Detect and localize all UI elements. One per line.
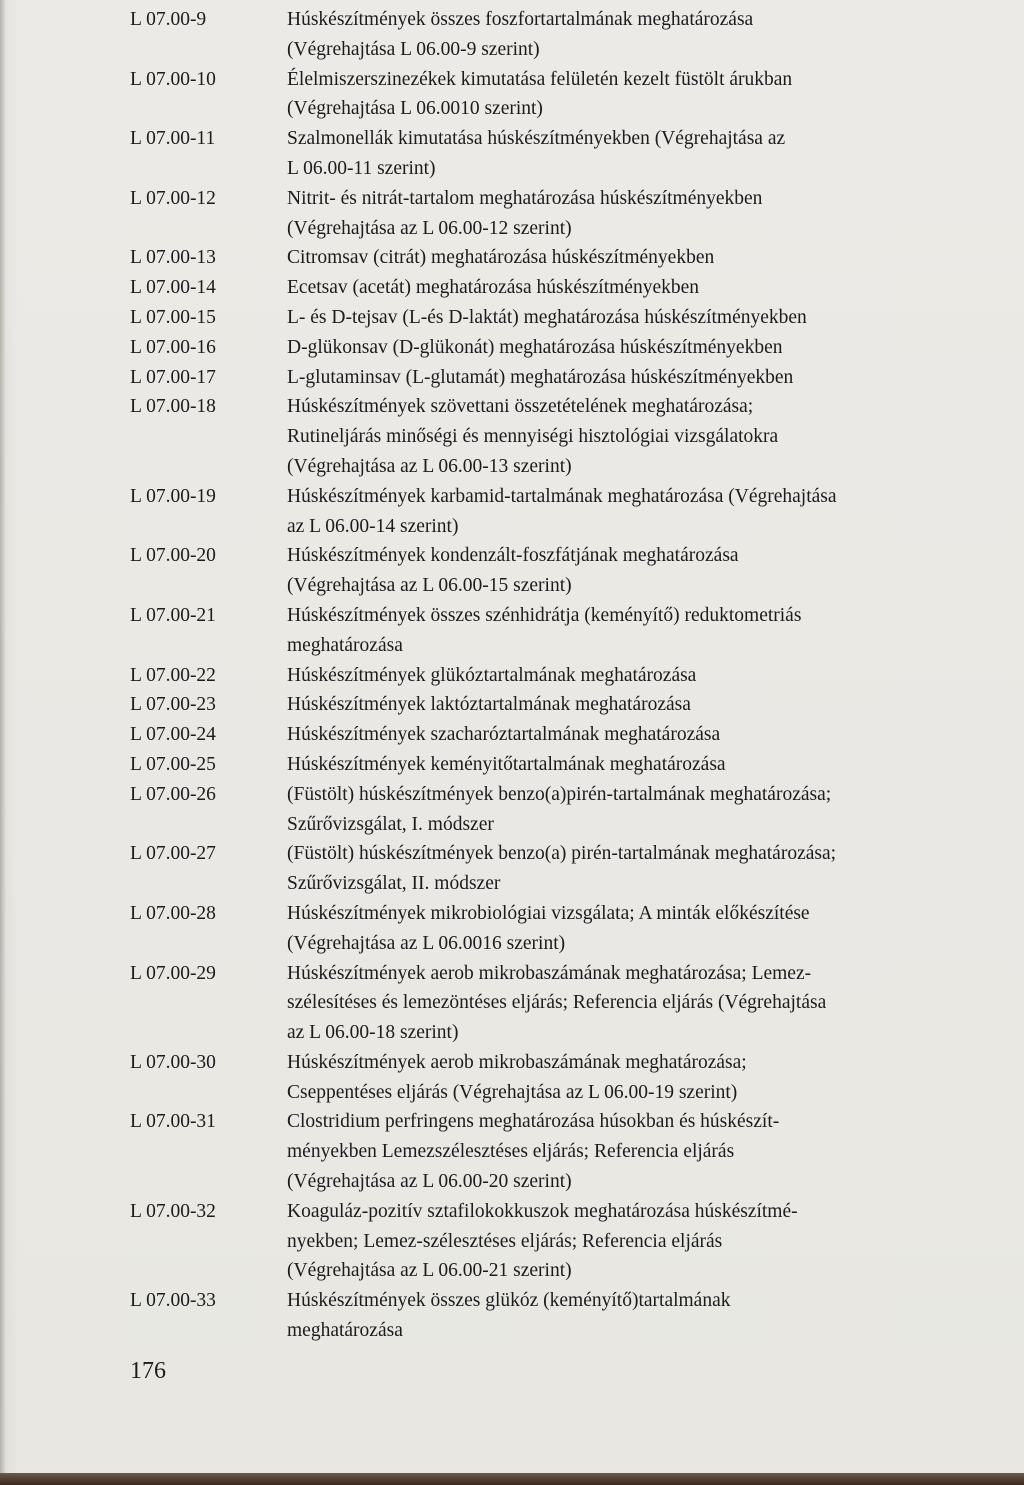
standard-code: L 07.00-33 — [130, 1290, 216, 1312]
list-item — [0, 720, 1024, 750]
title-line: ményekben Lemezszélesztéses eljárás; Referencia eljárás — [287, 1141, 735, 1163]
title-line: L-glutaminsav (L-glutamát) meghatározása húskészítményekben — [287, 366, 794, 388]
standard-title — [287, 303, 987, 333]
title-line: Húskészítmények mikrobiológiai vizsgálata; A minták előkészítése — [287, 902, 810, 924]
standard-title — [287, 780, 987, 840]
title-line: Húskészítmények keményitőtartalmának meghatározása — [287, 753, 726, 775]
standard-title — [287, 541, 987, 601]
list-item — [0, 690, 1024, 720]
title-line: meghatározása — [287, 634, 403, 656]
standard-title — [287, 184, 987, 244]
standard-title — [287, 243, 987, 273]
title-line: szélesítéses és lemezöntéses eljárás; Referencia eljárás (Végrehajtása — [287, 992, 827, 1014]
title-line: Húskészítmények karbamid-tartalmának meghatározása (Végrehajtása — [287, 485, 837, 507]
title-line: (Füstölt) húskészítmények benzo(a)pirén-tartalmának meghatározása; — [287, 783, 832, 805]
title-line: Koaguláz-pozitív sztafilokokkuszok meghatározása húskészítmé- — [287, 1200, 798, 1222]
title-line: (Végrehajtása az L 06.00-15 szerint) — [287, 575, 572, 597]
title-line: Húskészítmények aerob mikrobaszámának meghatározása; — [287, 1051, 747, 1073]
standard-title — [287, 959, 987, 1048]
standard-code: L 07.00-13 — [130, 247, 216, 269]
standards-list — [0, 5, 1024, 1346]
list-item — [0, 333, 1024, 363]
standard-title — [287, 482, 987, 542]
title-line: Cseppentéses eljárás (Végrehajtása az L 06.00-19 szerint) — [287, 1081, 738, 1103]
title-line: Szalmonellák kimutatása húskészítményekben (Végrehajtása az — [287, 128, 786, 150]
title-line: nyekben; Lemez-szélesztéses eljárás; Referencia eljárás — [287, 1230, 723, 1252]
standard-code: L 07.00-15 — [130, 306, 216, 328]
standard-code: L 07.00-29 — [130, 962, 216, 984]
title-line: Húskészítmények összes szénhidrátja (keményítő) reduktometriás — [287, 604, 802, 626]
title-line: Szűrővizsgálat, I. módszer — [287, 813, 494, 835]
list-item — [0, 839, 1024, 899]
list-item — [0, 65, 1024, 125]
title-line: L- és D-tejsav (L-és D-laktát) meghatározása húskészítményekben — [287, 306, 807, 328]
standard-code: L 07.00-25 — [130, 753, 216, 775]
standard-code: L 07.00-16 — [130, 336, 216, 358]
list-item — [0, 1286, 1024, 1346]
standard-title — [287, 899, 987, 959]
title-line: Húskészítmények szacharóztartalmának meghatározása — [287, 724, 721, 746]
title-line: (Végrehajtása az L 06.00-12 szerint) — [287, 217, 572, 239]
title-line: Húskészítmények glükóztartalmának meghatározása — [287, 664, 697, 686]
standard-code: L 07.00-23 — [130, 694, 216, 716]
standard-title — [287, 750, 987, 780]
standard-code: L 07.00-11 — [130, 128, 216, 150]
book-cover-edge — [0, 1473, 1024, 1485]
standard-code: L 07.00-10 — [130, 68, 216, 90]
title-line: Citromsav (citrát) meghatározása húskészítményekben — [287, 247, 715, 269]
title-line: Húskészítmények összes foszfortartalmának meghatározása — [287, 9, 754, 30]
title-line: Clostridium perfringens meghatározása húsokban és húskészít- — [287, 1111, 780, 1133]
title-line: Szűrővizsgálat, II. módszer — [287, 873, 501, 895]
standard-code: L 07.00-17 — [130, 366, 216, 388]
list-item — [0, 780, 1024, 840]
title-line: az L 06.00-18 szerint) — [287, 1022, 459, 1044]
standard-title — [287, 392, 987, 481]
title-line: Húskészítmények szövettani összetételének meghatározása; — [287, 396, 754, 418]
list-item — [0, 661, 1024, 691]
title-line: L 06.00-11 szerint) — [287, 157, 436, 179]
title-line: Ecetsav (acetát) meghatározása húskészítményekben — [287, 277, 700, 299]
standard-title — [287, 124, 987, 184]
title-line: (Végrehajtása az L 06.00-13 szerint) — [287, 455, 572, 477]
standard-title — [287, 1286, 987, 1346]
standard-code: L 07.00-20 — [130, 545, 216, 567]
list-item — [0, 392, 1024, 481]
title-line: (Végrehajtása az L 06.00-21 szerint) — [287, 1260, 572, 1282]
standard-title — [287, 661, 987, 691]
standard-code: L 07.00-26 — [130, 783, 216, 805]
standard-title — [287, 273, 987, 303]
list-item — [0, 750, 1024, 780]
title-line: (Végrehajtása L 06.0010 szerint) — [287, 98, 543, 120]
standard-code: L 07.00-21 — [130, 604, 216, 626]
list-item — [0, 5, 1024, 65]
standard-code: L 07.00-27 — [130, 843, 216, 865]
title-line: Élelmiszerszinezékek kimutatása felületén kezelt füstölt árukban — [287, 68, 793, 90]
list-item — [0, 124, 1024, 184]
list-item — [0, 303, 1024, 333]
title-line: az L 06.00-14 szerint) — [287, 515, 459, 537]
list-item — [0, 1197, 1024, 1286]
standard-title — [287, 839, 987, 899]
title-line: Húskészítmények összes glükóz (keményítő)tartalmának — [287, 1290, 731, 1312]
list-item — [0, 273, 1024, 303]
standard-title — [287, 65, 987, 125]
list-item — [0, 184, 1024, 244]
page-number: 176 — [130, 1358, 166, 1384]
standard-title — [287, 333, 987, 363]
list-item — [0, 1048, 1024, 1108]
title-line: Húskészítmények kondenzált-foszfátjának meghatározása — [287, 545, 739, 567]
list-item — [0, 482, 1024, 542]
list-item — [0, 601, 1024, 661]
title-line: (Végrehajtása az L 06.00-20 szerint) — [287, 1171, 572, 1193]
standard-title — [287, 720, 987, 750]
standard-title — [287, 5, 987, 65]
title-line: Nitrit- és nitrát-tartalom meghatározása húskészítményekben — [287, 187, 763, 209]
standard-code: L 07.00-22 — [130, 664, 216, 686]
standard-code: L 07.00-18 — [130, 396, 216, 418]
title-line: (Végrehajtása az L 06.0016 szerint) — [287, 932, 566, 954]
standard-title — [287, 1197, 987, 1286]
list-item — [0, 541, 1024, 601]
standard-title — [287, 601, 987, 661]
title-line: (Füstölt) húskészítmények benzo(a) pirén-tartalmának meghatározása; — [287, 843, 837, 865]
title-line: Húskészítmények laktóztartalmának meghatározása — [287, 694, 691, 716]
standard-title — [287, 690, 987, 720]
list-item — [0, 243, 1024, 273]
standard-title — [287, 1107, 987, 1196]
standard-code: L 07.00-24 — [130, 724, 216, 746]
list-item — [0, 899, 1024, 959]
standard-code: L 07.00-9 — [130, 9, 207, 30]
title-line: (Végrehajtása L 06.00-9 szerint) — [287, 38, 540, 60]
standard-code: L 07.00-32 — [130, 1200, 216, 1222]
title-line: D-glükonsav (D-glükonát) meghatározása húskészítményekben — [287, 336, 783, 358]
list-item — [0, 959, 1024, 1048]
standard-code: L 07.00-14 — [130, 277, 216, 299]
standard-code: L 07.00-19 — [130, 485, 216, 507]
standard-code: L 07.00-28 — [130, 902, 216, 924]
standard-code: L 07.00-12 — [130, 187, 216, 209]
list-item — [0, 1107, 1024, 1196]
standard-title — [287, 1048, 987, 1108]
title-line: meghatározása — [287, 1320, 403, 1342]
standard-code: L 07.00-31 — [130, 1111, 216, 1133]
standard-title — [287, 363, 987, 393]
title-line: Rutineljárás minőségi és mennyiségi hisztológiai vizsgálatokra — [287, 426, 779, 448]
standard-code: L 07.00-30 — [130, 1051, 216, 1073]
list-item — [0, 363, 1024, 393]
title-line: Húskészítmények aerob mikrobaszámának meghatározása; Lemez- — [287, 962, 812, 984]
